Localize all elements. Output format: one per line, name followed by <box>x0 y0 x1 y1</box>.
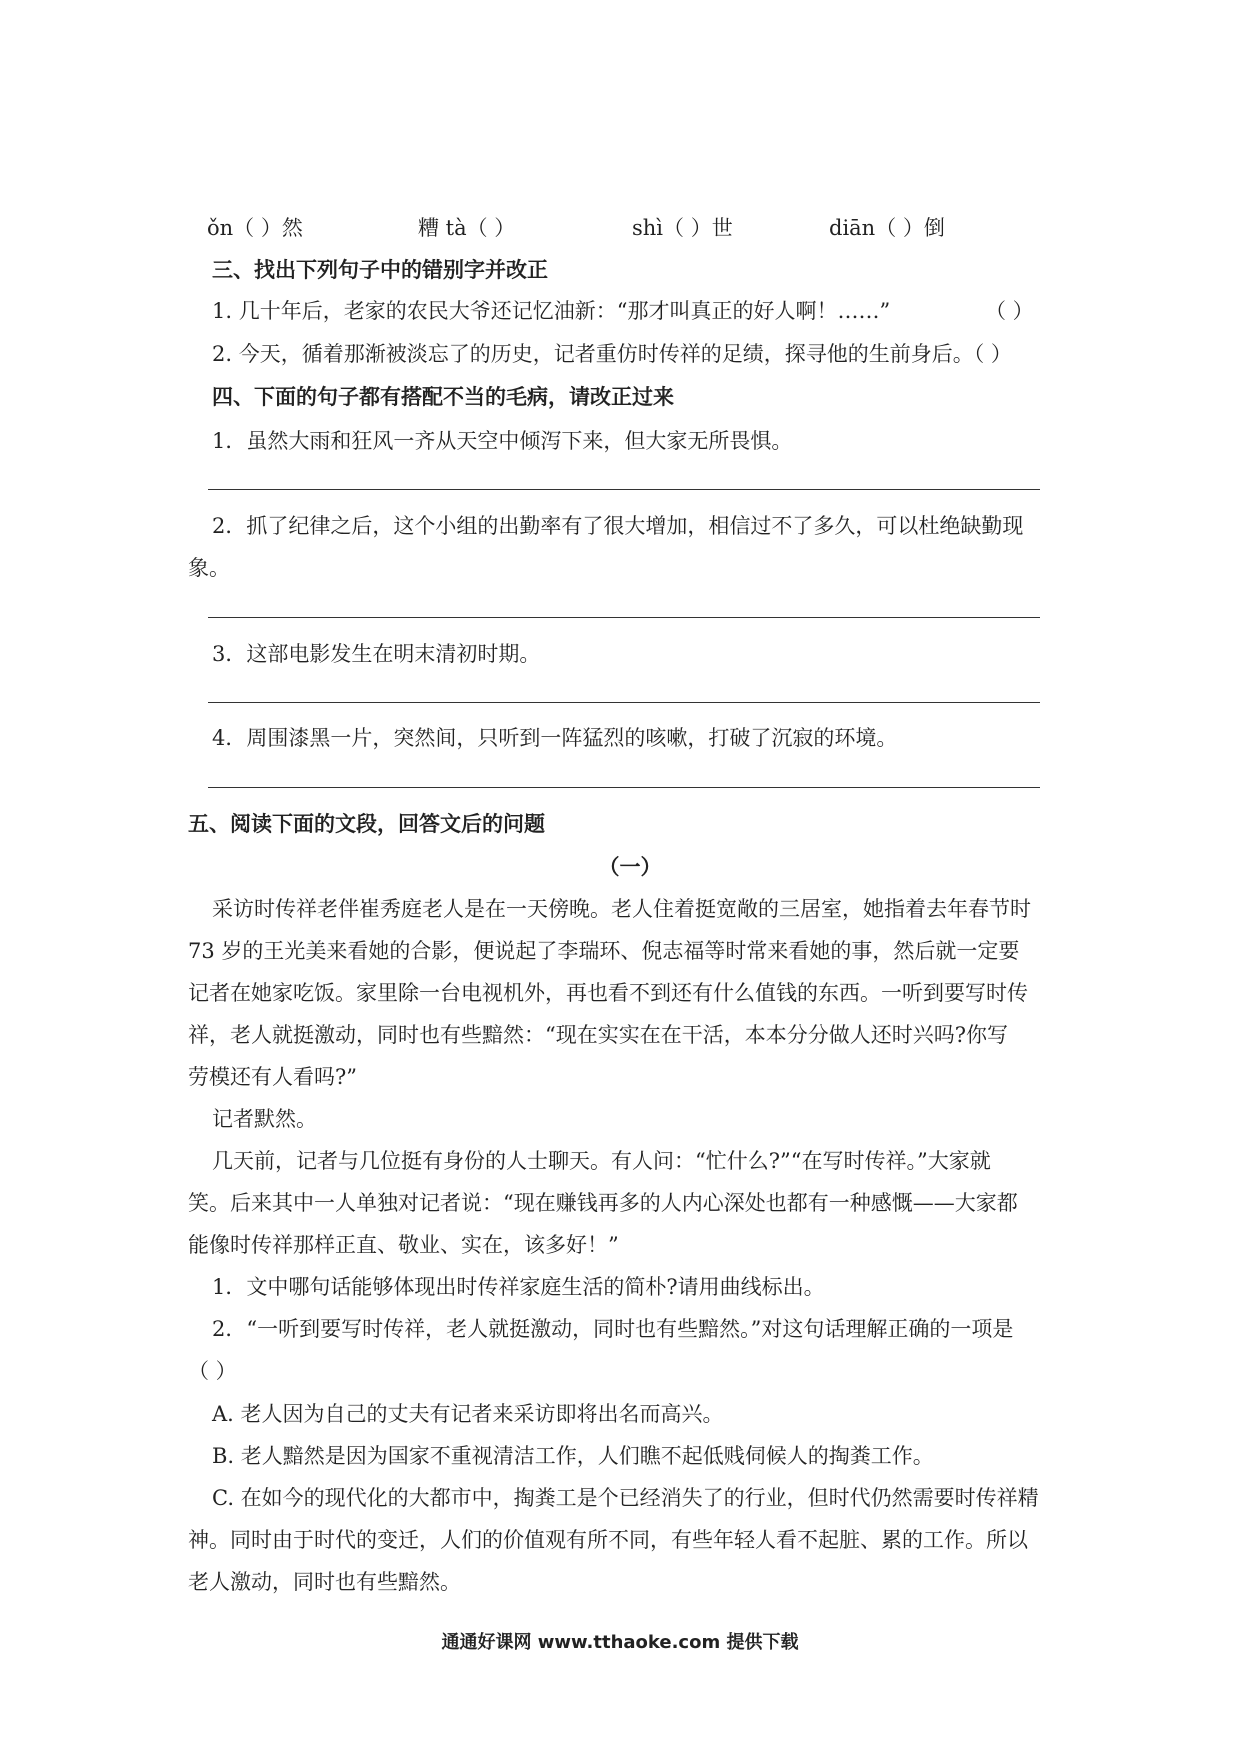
reading-question-2: 2．“一听到要写时传祥，老人就挺激动，同时也有些黯然。”对这句话理解正确的一项是 <box>212 1317 1014 1341</box>
page-footer: 通通好课网 www.tthaoke.com 提供下载 <box>441 1632 799 1653</box>
passage-p1-line-3: 记者在她家吃饭。家里除一台电视机外，再也看不到还有什么值钱的东西。一听到要写时传 <box>188 981 1028 1005</box>
option-c-line-3: 老人激动，同时也有些黯然。 <box>188 1570 461 1594</box>
section3-answer-paren-1: （ ） <box>985 299 1034 323</box>
section4-question-2: 2．抓了纪律之后，这个小组的出勤率有了很大增加，相信过不了多久，可以杜绝缺勤现 <box>212 514 1024 538</box>
passage-p3-line-3: 能像时传祥那样正直、敬业、实在，该多好！” <box>188 1233 619 1257</box>
passage-p1-line-5: 劳模还有人看吗?” <box>188 1065 357 1089</box>
passage-p1-line-4: 祥，老人就挺激动，同时也有些黯然：“现在实实在在干活，本本分分做人还时兴吗?你写 <box>188 1023 1008 1047</box>
answer-line-3 <box>208 702 1040 703</box>
section4-question-2-cont: 象。 <box>188 556 230 580</box>
section3-question-1: 1. 几十年后，老家的农民大爷还记忆油新：“那才叫真正的好人啊！……” <box>212 299 891 323</box>
pinyin-item-3: shì（ ）世 <box>632 216 733 240</box>
section3-heading: 三、找出下列句子中的错别字并改正 <box>212 258 548 282</box>
section5-heading: 五、阅读下面的文段，回答文后的问题 <box>188 812 545 836</box>
pinyin-item-2: 糟 tà（ ） <box>418 216 516 240</box>
passage-p1-line-1: 采访时传祥老伴崔秀庭老人是在一天傍晚。老人住着挺宽敞的三居室，她指着去年春节时 <box>212 897 1031 921</box>
reading-question-1: 1．文中哪句话能够体现出时传祥家庭生活的简朴?请用曲线标出。 <box>212 1275 825 1299</box>
section4-question-3: 3．这部电影发生在明末清初时期。 <box>212 642 541 666</box>
option-c-line-1: C. 在如今的现代化的大都市中，掏粪工是个已经消失了的行业，但时代仍然需要时传祥精 <box>212 1486 1039 1510</box>
answer-line-2 <box>208 617 1040 618</box>
passage-p3-line-2: 笑。后来其中一人单独对记者说：“现在赚钱再多的人内心深处也都有一种感慨——大家都 <box>188 1191 1018 1215</box>
section4-heading: 四、下面的句子都有搭配不当的毛病，请改正过来 <box>212 385 674 409</box>
passage-p3-line-1: 几天前，记者与几位挺有身份的人士聊天。有人问：“忙什么?”“在写时传祥。”大家就 <box>212 1149 991 1173</box>
passage-number: （一） <box>598 855 662 879</box>
pinyin-item-4: diān（ ）倒 <box>829 216 945 240</box>
section4-question-1: 1．虽然大雨和狂风一齐从天空中倾泻下来，但大家无所畏惧。 <box>212 429 793 453</box>
answer-line-4 <box>208 787 1040 788</box>
answer-line-1 <box>208 489 1040 490</box>
passage-p1-line-2: 73 岁的王光美来看她的合影，便说起了李瑞环、倪志福等时常来看她的事，然后就一定要 <box>188 939 1020 963</box>
section4-question-4: 4．周围漆黑一片，突然间，只听到一阵猛烈的咳嗽，打破了沉寂的环境。 <box>212 726 898 750</box>
section3-question-2: 2. 今天，循着那渐被淡忘了的历史，记者重仿时传祥的足绩，探寻他的生前身后。（ ） <box>212 342 1012 366</box>
pinyin-item-1: ǒn（ ）然 <box>207 216 303 240</box>
reading-question-2-paren: （ ） <box>188 1359 237 1383</box>
passage-p2: 记者默然。 <box>212 1107 317 1131</box>
option-a: A. 老人因为自己的丈夫有记者来采访即将出名而高兴。 <box>212 1402 724 1426</box>
option-c-line-2: 神。同时由于时代的变迁，人们的价值观有所不同，有些年轻人看不起脏、累的工作。所以 <box>188 1528 1028 1552</box>
option-b: B. 老人黯然是因为国家不重视清洁工作，人们瞧不起低贱伺候人的掏粪工作。 <box>212 1444 934 1468</box>
